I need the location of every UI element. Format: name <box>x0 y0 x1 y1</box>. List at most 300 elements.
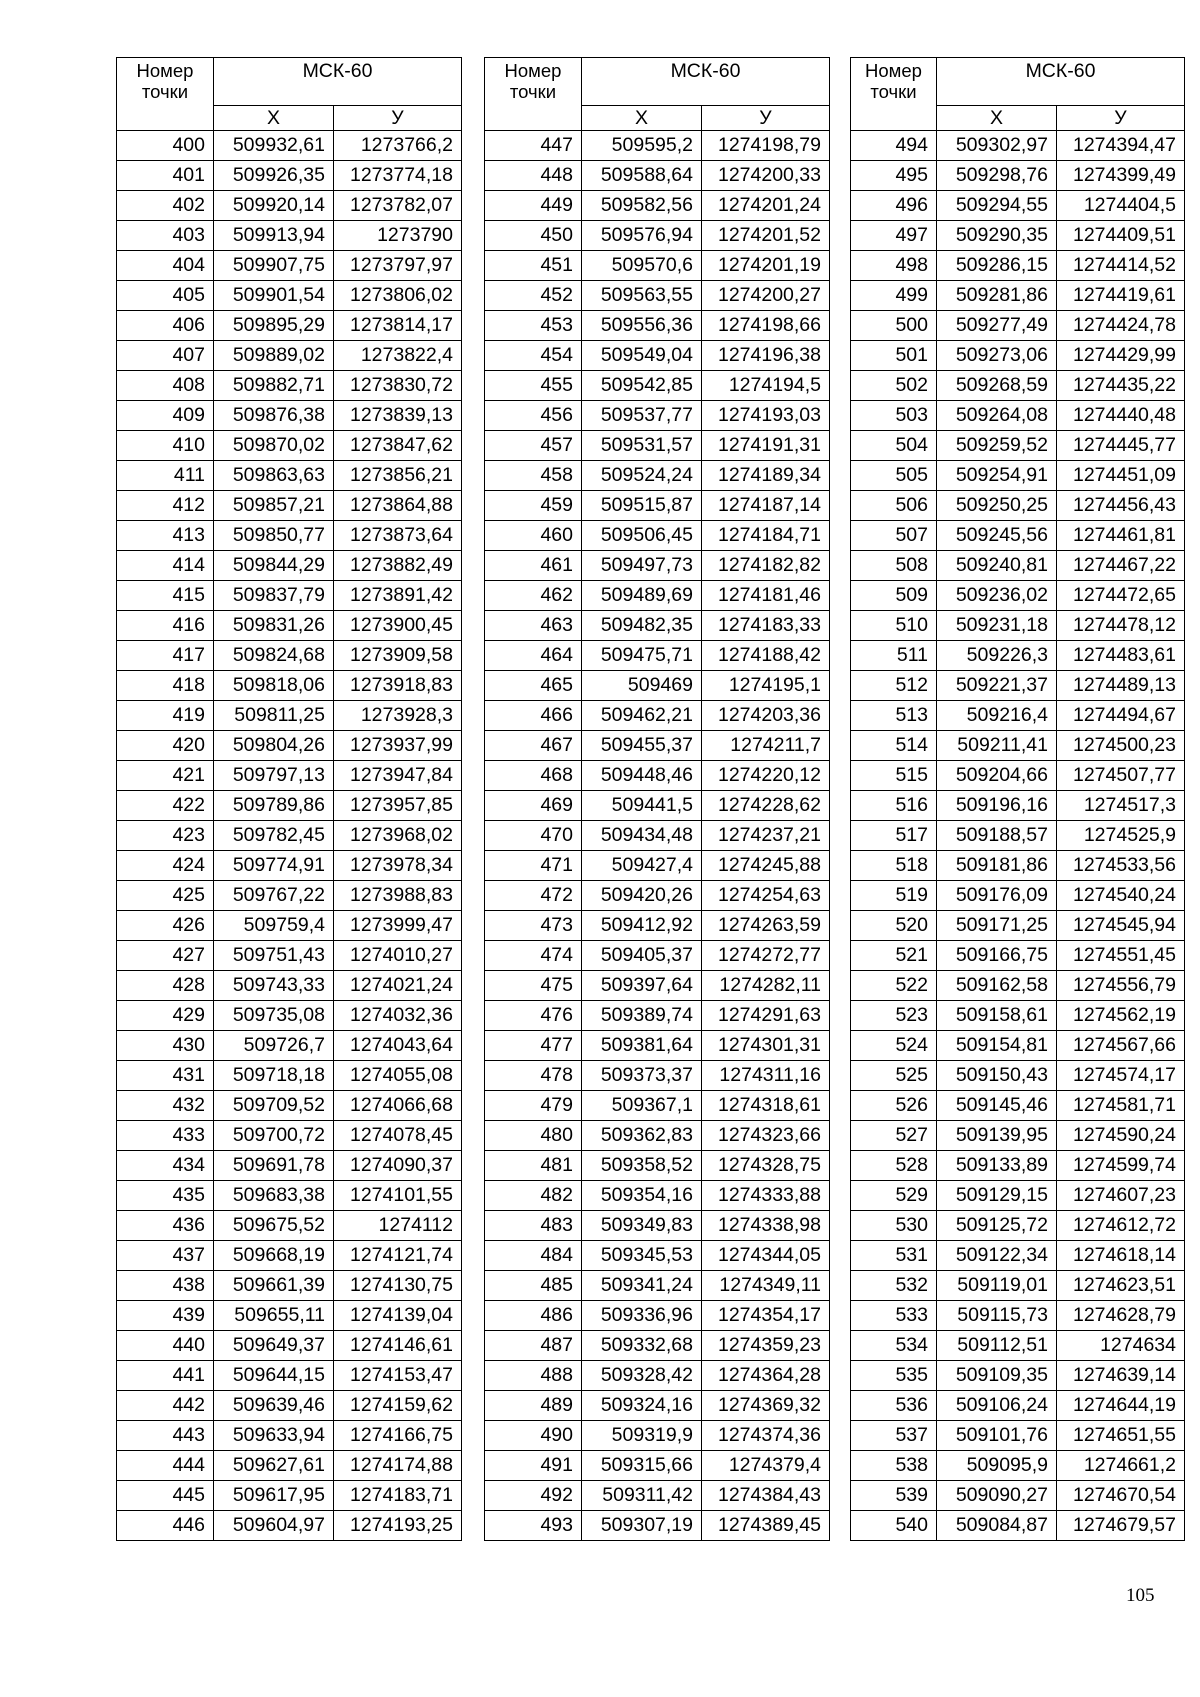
x-coordinate-cell: 509726,7 <box>214 1031 334 1061</box>
table-row <box>117 1121 462 1151</box>
y-coordinate-cell: 1274389,45 <box>702 1511 830 1541</box>
y-coordinate-cell: 1274661,2 <box>1057 1451 1185 1481</box>
point-number-cell: 492 <box>485 1481 582 1511</box>
x-coordinate-cell: 509469 <box>582 671 702 701</box>
x-coordinate-cell: 509328,42 <box>582 1361 702 1391</box>
point-number-cell: 523 <box>851 1001 937 1031</box>
x-coordinate-cell: 509735,08 <box>214 1001 334 1031</box>
x-coordinate-cell: 509789,86 <box>214 791 334 821</box>
point-number-cell: 432 <box>117 1091 214 1121</box>
point-number-cell: 418 <box>117 671 214 701</box>
table-row <box>485 251 830 281</box>
table-row <box>485 1181 830 1211</box>
y-coordinate-cell: 1274263,59 <box>702 911 830 941</box>
point-number-cell: 479 <box>485 1091 582 1121</box>
y-coordinate-cell: 1274478,12 <box>1057 611 1185 641</box>
point-number-cell: 508 <box>851 551 937 581</box>
x-coordinate-cell: 509302,97 <box>937 131 1057 161</box>
point-number-cell: 440 <box>117 1331 214 1361</box>
point-number-cell: 507 <box>851 521 937 551</box>
point-number-cell: 461 <box>485 551 582 581</box>
y-coordinate-cell: 1274121,74 <box>334 1241 462 1271</box>
x-coordinate-cell: 509162,58 <box>937 971 1057 1001</box>
x-coordinate-cell: 509617,95 <box>214 1481 334 1511</box>
y-coordinate-cell: 1273790 <box>334 221 462 251</box>
y-coordinate-cell: 1274540,24 <box>1057 881 1185 911</box>
y-coordinate-cell: 1274237,21 <box>702 821 830 851</box>
point-number-cell: 423 <box>117 821 214 851</box>
table-row <box>485 131 830 161</box>
point-number-cell: 457 <box>485 431 582 461</box>
x-coordinate-cell: 509158,61 <box>937 1001 1057 1031</box>
y-coordinate-cell: 1274374,36 <box>702 1421 830 1451</box>
point-number-cell: 465 <box>485 671 582 701</box>
point-number-cell: 401 <box>117 161 214 191</box>
x-coordinate-cell: 509420,26 <box>582 881 702 911</box>
x-coordinate-cell: 509743,33 <box>214 971 334 1001</box>
x-coordinate-cell: 509188,57 <box>937 821 1057 851</box>
y-coordinate-cell: 1273766,2 <box>334 131 462 161</box>
point-number-cell: 419 <box>117 701 214 731</box>
point-number-cell: 497 <box>851 221 937 251</box>
table-row <box>851 251 1185 281</box>
y-coordinate-cell: 1274634 <box>1057 1331 1185 1361</box>
table-row <box>117 941 462 971</box>
y-coordinate-cell: 1274500,23 <box>1057 731 1185 761</box>
y-coordinate-cell: 1274184,71 <box>702 521 830 551</box>
point-number-cell: 506 <box>851 491 937 521</box>
y-coordinate-cell: 1274043,64 <box>334 1031 462 1061</box>
coordinates-table-2 <box>484 57 830 1541</box>
table-row <box>851 521 1185 551</box>
x-coordinate-cell: 509709,52 <box>214 1091 334 1121</box>
table-row <box>117 581 462 611</box>
table-row <box>851 1451 1185 1481</box>
table-row <box>117 1481 462 1511</box>
table-row <box>485 1511 830 1541</box>
x-coordinate-cell: 509932,61 <box>214 131 334 161</box>
table-row <box>851 581 1185 611</box>
y-coordinate-cell: 1274078,45 <box>334 1121 462 1151</box>
y-coordinate-cell: 1274419,61 <box>1057 281 1185 311</box>
x-coordinate-cell: 509273,06 <box>937 341 1057 371</box>
y-coordinate-cell: 1274461,81 <box>1057 521 1185 551</box>
table-row <box>117 1001 462 1031</box>
table-row <box>485 1061 830 1091</box>
table-row <box>117 1451 462 1481</box>
x-coordinate-cell: 509595,2 <box>582 131 702 161</box>
x-coordinate-cell: 509129,15 <box>937 1181 1057 1211</box>
y-coordinate-cell: 1273968,02 <box>334 821 462 851</box>
x-coordinate-cell: 509236,02 <box>937 581 1057 611</box>
x-coordinate-cell: 509556,36 <box>582 311 702 341</box>
point-number-cell: 494 <box>851 131 937 161</box>
y-coordinate-cell: 1274193,03 <box>702 401 830 431</box>
table-row <box>485 1331 830 1361</box>
y-coordinate-cell: 1274551,45 <box>1057 941 1185 971</box>
point-number-cell: 483 <box>485 1211 582 1241</box>
x-coordinate-cell: 509926,35 <box>214 161 334 191</box>
table-row <box>117 341 462 371</box>
table-row <box>851 791 1185 821</box>
y-coordinate-cell: 1274272,77 <box>702 941 830 971</box>
y-coordinate-cell: 1273882,49 <box>334 551 462 581</box>
y-coordinate-cell: 1273782,07 <box>334 191 462 221</box>
x-coordinate-cell: 509298,76 <box>937 161 1057 191</box>
point-number-cell: 525 <box>851 1061 937 1091</box>
x-coordinate-cell: 509268,59 <box>937 371 1057 401</box>
point-number-cell: 452 <box>485 281 582 311</box>
point-number-cell: 473 <box>485 911 582 941</box>
point-number-cell: 420 <box>117 731 214 761</box>
x-coordinate-cell: 509700,72 <box>214 1121 334 1151</box>
point-number-cell: 443 <box>117 1421 214 1451</box>
point-number-cell: 475 <box>485 971 582 1001</box>
point-number-cell: 428 <box>117 971 214 1001</box>
y-coordinate-cell: 1274394,47 <box>1057 131 1185 161</box>
x-coordinate-cell: 509122,34 <box>937 1241 1057 1271</box>
y-coordinate-cell: 1274435,22 <box>1057 371 1185 401</box>
point-number-cell: 499 <box>851 281 937 311</box>
y-coordinate-cell: 1274607,23 <box>1057 1181 1185 1211</box>
x-coordinate-cell: 509264,08 <box>937 401 1057 431</box>
y-coordinate-cell: 1274494,67 <box>1057 701 1185 731</box>
y-coordinate-cell: 1274146,61 <box>334 1331 462 1361</box>
x-coordinate-cell: 509857,21 <box>214 491 334 521</box>
point-number-cell: 489 <box>485 1391 582 1421</box>
point-number-cell: 539 <box>851 1481 937 1511</box>
y-coordinate-cell: 1273814,17 <box>334 311 462 341</box>
x-coordinate-cell: 509811,25 <box>214 701 334 731</box>
y-coordinate-cell: 1274201,24 <box>702 191 830 221</box>
y-coordinate-cell: 1273988,83 <box>334 881 462 911</box>
y-coordinate-cell: 1274556,79 <box>1057 971 1185 1001</box>
y-coordinate-cell: 1273839,13 <box>334 401 462 431</box>
x-coordinate-cell: 509231,18 <box>937 611 1057 641</box>
x-coordinate-cell: 509889,02 <box>214 341 334 371</box>
table-row <box>485 1301 830 1331</box>
point-number-cell: 442 <box>117 1391 214 1421</box>
x-coordinate-cell: 509084,87 <box>937 1511 1057 1541</box>
table-row <box>117 1271 462 1301</box>
point-number-cell: 458 <box>485 461 582 491</box>
x-coordinate-cell: 509804,26 <box>214 731 334 761</box>
point-number-cell: 453 <box>485 311 582 341</box>
x-coordinate-cell: 509582,56 <box>582 191 702 221</box>
point-number-cell: 504 <box>851 431 937 461</box>
x-coordinate-cell: 509863,63 <box>214 461 334 491</box>
x-coordinate-cell: 509119,01 <box>937 1271 1057 1301</box>
x-column-header: Х <box>582 106 702 131</box>
table-row <box>485 581 830 611</box>
x-coordinate-cell: 509362,83 <box>582 1121 702 1151</box>
point-number-cell: 448 <box>485 161 582 191</box>
table-row <box>851 371 1185 401</box>
x-coordinate-cell: 509506,45 <box>582 521 702 551</box>
y-coordinate-cell: 1274483,61 <box>1057 641 1185 671</box>
y-coordinate-cell: 1274344,05 <box>702 1241 830 1271</box>
table-row <box>117 401 462 431</box>
x-coordinate-cell: 509254,91 <box>937 461 1057 491</box>
y-coordinate-cell: 1274010,27 <box>334 941 462 971</box>
y-coordinate-cell: 1273847,62 <box>334 431 462 461</box>
table-row <box>851 401 1185 431</box>
x-coordinate-cell: 509767,22 <box>214 881 334 911</box>
y-coordinate-cell: 1274489,13 <box>1057 671 1185 701</box>
point-number-cell: 411 <box>117 461 214 491</box>
y-coordinate-cell: 1273918,83 <box>334 671 462 701</box>
x-coordinate-cell: 509831,26 <box>214 611 334 641</box>
x-coordinate-cell: 509434,48 <box>582 821 702 851</box>
table-row <box>485 911 830 941</box>
y-coordinate-cell: 1274153,47 <box>334 1361 462 1391</box>
y-coordinate-cell: 1274623,51 <box>1057 1271 1185 1301</box>
x-coordinate-cell: 509907,75 <box>214 251 334 281</box>
point-number-cell: 530 <box>851 1211 937 1241</box>
x-coordinate-cell: 509588,64 <box>582 161 702 191</box>
table-row <box>851 611 1185 641</box>
table-row <box>485 851 830 881</box>
y-coordinate-cell: 1274183,33 <box>702 611 830 641</box>
x-coordinate-cell: 509341,24 <box>582 1271 702 1301</box>
y-coordinate-cell: 1273957,85 <box>334 791 462 821</box>
y-coordinate-cell: 1274644,19 <box>1057 1391 1185 1421</box>
y-coordinate-cell: 1274032,36 <box>334 1001 462 1031</box>
point-number-cell: 444 <box>117 1451 214 1481</box>
point-number-cell: 491 <box>485 1451 582 1481</box>
table-row <box>851 1421 1185 1451</box>
point-number-cell: 531 <box>851 1241 937 1271</box>
y-coordinate-cell: 1274333,88 <box>702 1181 830 1211</box>
y-coordinate-cell: 1274467,22 <box>1057 551 1185 581</box>
table-row <box>485 671 830 701</box>
x-coordinate-cell: 509405,37 <box>582 941 702 971</box>
table-row <box>117 221 462 251</box>
point-number-cell: 537 <box>851 1421 937 1451</box>
table-row <box>117 251 462 281</box>
y-coordinate-cell: 1273830,72 <box>334 371 462 401</box>
x-coordinate-cell: 509774,91 <box>214 851 334 881</box>
y-coordinate-cell: 1274359,23 <box>702 1331 830 1361</box>
table-row <box>485 431 830 461</box>
table-row <box>485 1241 830 1271</box>
y-coordinate-cell: 1274628,79 <box>1057 1301 1185 1331</box>
table-row <box>851 311 1185 341</box>
point-number-cell: 480 <box>485 1121 582 1151</box>
x-coordinate-cell: 509259,52 <box>937 431 1057 461</box>
point-number-cell: 410 <box>117 431 214 461</box>
x-coordinate-cell: 509489,69 <box>582 581 702 611</box>
y-coordinate-cell: 1274562,19 <box>1057 1001 1185 1031</box>
x-coordinate-cell: 509245,56 <box>937 521 1057 551</box>
x-coordinate-cell: 509655,11 <box>214 1301 334 1331</box>
x-coordinate-cell: 509315,66 <box>582 1451 702 1481</box>
y-coordinate-cell: 1274379,4 <box>702 1451 830 1481</box>
table-row <box>117 1031 462 1061</box>
x-coordinate-cell: 509531,57 <box>582 431 702 461</box>
x-coordinate-cell: 509563,55 <box>582 281 702 311</box>
coordinate-system-header: МСК-60 <box>937 58 1185 106</box>
x-coordinate-cell: 509668,19 <box>214 1241 334 1271</box>
y-coordinate-cell: 1274472,65 <box>1057 581 1185 611</box>
x-coordinate-cell: 509133,89 <box>937 1151 1057 1181</box>
coordinate-system-header: МСК-60 <box>582 58 830 106</box>
point-number-cell: 529 <box>851 1181 937 1211</box>
table-row <box>485 971 830 1001</box>
y-coordinate-cell: 1274187,14 <box>702 491 830 521</box>
y-coordinate-cell: 1274055,08 <box>334 1061 462 1091</box>
y-coordinate-cell: 1274245,88 <box>702 851 830 881</box>
y-coordinate-cell: 1273774,18 <box>334 161 462 191</box>
table-row <box>117 611 462 641</box>
x-coordinate-cell: 509216,4 <box>937 701 1057 731</box>
table-row <box>851 431 1185 461</box>
y-coordinate-cell: 1274581,71 <box>1057 1091 1185 1121</box>
table-row <box>117 821 462 851</box>
table-row <box>117 701 462 731</box>
y-coordinate-cell: 1273928,3 <box>334 701 462 731</box>
x-coordinate-cell: 509462,21 <box>582 701 702 731</box>
x-coordinate-cell: 509381,64 <box>582 1031 702 1061</box>
point-number-cell: 424 <box>117 851 214 881</box>
y-coordinate-cell: 1274130,75 <box>334 1271 462 1301</box>
table-row <box>851 1511 1185 1541</box>
y-coordinate-cell: 1273909,58 <box>334 641 462 671</box>
y-coordinate-cell: 1274194,5 <box>702 371 830 401</box>
table-row <box>117 311 462 341</box>
y-coordinate-cell: 1274451,09 <box>1057 461 1185 491</box>
table-row <box>485 1151 830 1181</box>
x-coordinate-cell: 509824,68 <box>214 641 334 671</box>
point-number-cell: 535 <box>851 1361 937 1391</box>
point-number-cell: 540 <box>851 1511 937 1541</box>
y-coordinate-cell: 1274166,75 <box>334 1421 462 1451</box>
point-number-cell: 406 <box>117 311 214 341</box>
table-row <box>117 491 462 521</box>
point-number-cell: 510 <box>851 611 937 641</box>
table-row <box>851 881 1185 911</box>
y-coordinate-cell: 1274198,79 <box>702 131 830 161</box>
y-coordinate-cell: 1273891,42 <box>334 581 462 611</box>
point-number-cell: 414 <box>117 551 214 581</box>
y-coordinate-cell: 1274021,24 <box>334 971 462 1001</box>
table-row <box>851 1091 1185 1121</box>
point-number-cell: 447 <box>485 131 582 161</box>
table-row <box>485 881 830 911</box>
point-number-cell: 472 <box>485 881 582 911</box>
table-row <box>485 761 830 791</box>
y-coordinate-cell: 1273797,97 <box>334 251 462 281</box>
y-coordinate-cell: 1274201,19 <box>702 251 830 281</box>
x-coordinate-cell: 509542,85 <box>582 371 702 401</box>
point-number-cell: 533 <box>851 1301 937 1331</box>
point-number-cell: 468 <box>485 761 582 791</box>
y-column-header: У <box>1057 106 1185 131</box>
y-coordinate-cell: 1274311,16 <box>702 1061 830 1091</box>
x-coordinate-cell: 509397,64 <box>582 971 702 1001</box>
point-number-cell: 477 <box>485 1031 582 1061</box>
table-row <box>485 461 830 491</box>
table-row <box>117 881 462 911</box>
x-coordinate-cell: 509373,37 <box>582 1061 702 1091</box>
y-coordinate-cell: 1274409,51 <box>1057 221 1185 251</box>
y-coordinate-cell: 1273999,47 <box>334 911 462 941</box>
y-coordinate-cell: 1274112 <box>334 1211 462 1241</box>
x-coordinate-cell: 509181,86 <box>937 851 1057 881</box>
point-number-cell: 500 <box>851 311 937 341</box>
y-coordinate-cell: 1274384,43 <box>702 1481 830 1511</box>
point-number-cell: 426 <box>117 911 214 941</box>
y-coordinate-cell: 1274590,24 <box>1057 1121 1185 1151</box>
table-row <box>117 1181 462 1211</box>
table-row <box>851 221 1185 251</box>
y-coordinate-cell: 1274517,3 <box>1057 791 1185 821</box>
table-row <box>117 1211 462 1241</box>
x-coordinate-cell: 509412,92 <box>582 911 702 941</box>
point-number-cell: 514 <box>851 731 937 761</box>
y-coordinate-cell: 1274181,46 <box>702 581 830 611</box>
point-number-cell: 503 <box>851 401 937 431</box>
point-number-cell: 404 <box>117 251 214 281</box>
y-coordinate-cell: 1274301,31 <box>702 1031 830 1061</box>
table-row <box>485 371 830 401</box>
x-coordinate-cell: 509549,04 <box>582 341 702 371</box>
point-number-cell: 474 <box>485 941 582 971</box>
point-number-header: Номер точки <box>117 58 214 131</box>
point-number-cell: 438 <box>117 1271 214 1301</box>
table-row <box>485 1001 830 1031</box>
y-coordinate-cell: 1274090,37 <box>334 1151 462 1181</box>
table-row <box>117 1391 462 1421</box>
y-coordinate-cell: 1274189,34 <box>702 461 830 491</box>
x-coordinate-cell: 509876,38 <box>214 401 334 431</box>
table-row <box>485 161 830 191</box>
point-number-cell: 490 <box>485 1421 582 1451</box>
x-coordinate-cell: 509837,79 <box>214 581 334 611</box>
y-coordinate-cell: 1274182,82 <box>702 551 830 581</box>
y-coordinate-cell: 1274228,62 <box>702 791 830 821</box>
point-number-cell: 518 <box>851 851 937 881</box>
y-coordinate-cell: 1274599,74 <box>1057 1151 1185 1181</box>
point-number-cell: 470 <box>485 821 582 851</box>
table-row <box>485 641 830 671</box>
x-coordinate-cell: 509221,37 <box>937 671 1057 701</box>
table-row <box>117 1241 462 1271</box>
y-coordinate-cell: 1274323,66 <box>702 1121 830 1151</box>
point-number-cell: 488 <box>485 1361 582 1391</box>
y-coordinate-cell: 1274338,98 <box>702 1211 830 1241</box>
y-coordinate-cell: 1274201,52 <box>702 221 830 251</box>
table-row <box>851 191 1185 221</box>
point-number-cell: 427 <box>117 941 214 971</box>
point-number-cell: 532 <box>851 1271 937 1301</box>
table-row <box>485 701 830 731</box>
table-row <box>851 1211 1185 1241</box>
x-coordinate-cell: 509286,15 <box>937 251 1057 281</box>
y-coordinate-cell: 1273864,88 <box>334 491 462 521</box>
x-coordinate-cell: 509604,97 <box>214 1511 334 1541</box>
y-coordinate-cell: 1273937,99 <box>334 731 462 761</box>
table-row <box>485 1121 830 1151</box>
point-number-cell: 505 <box>851 461 937 491</box>
point-number-cell: 534 <box>851 1331 937 1361</box>
y-coordinate-cell: 1274369,32 <box>702 1391 830 1421</box>
x-coordinate-cell: 509311,42 <box>582 1481 702 1511</box>
table-row <box>485 281 830 311</box>
table-row <box>117 791 462 821</box>
y-coordinate-cell: 1274349,11 <box>702 1271 830 1301</box>
x-coordinate-cell: 509759,4 <box>214 911 334 941</box>
